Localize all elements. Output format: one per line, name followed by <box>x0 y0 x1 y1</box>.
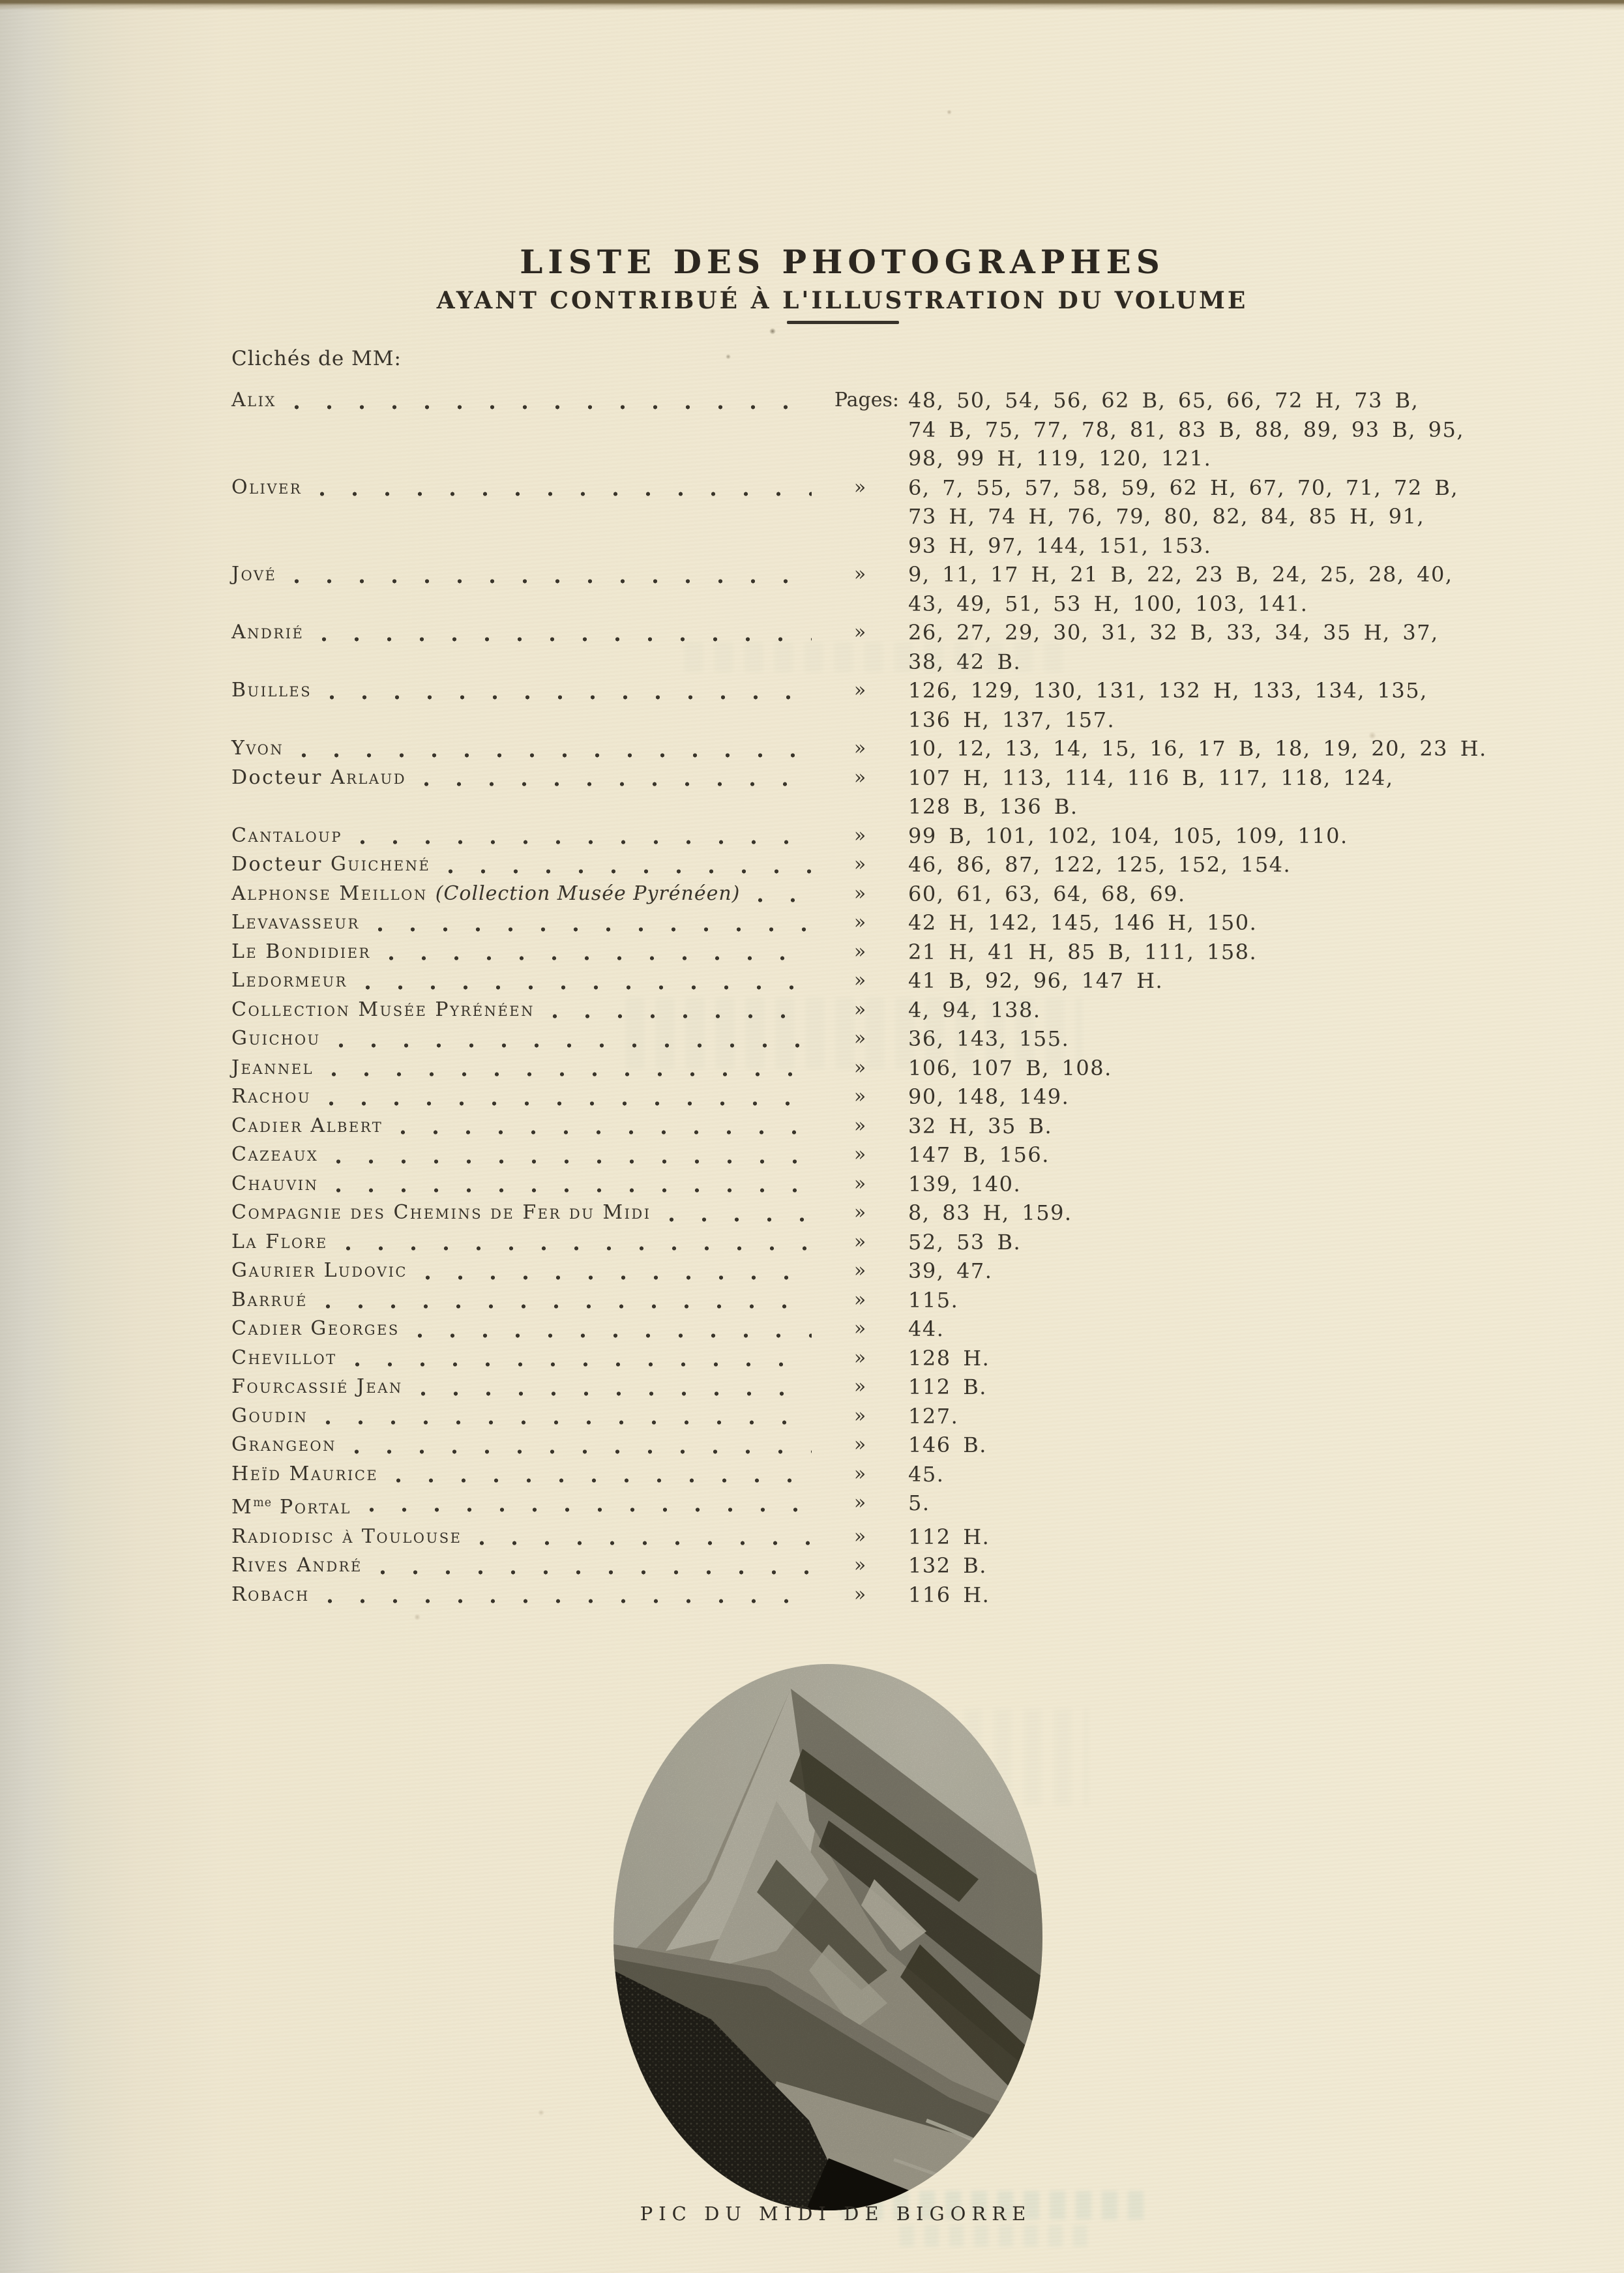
dot-leader <box>317 1054 812 1083</box>
page-numbers-line: 8, 83 H, 159. <box>908 1200 1072 1225</box>
page-numbers <box>908 1054 1532 1083</box>
list-entry <box>231 938 1532 967</box>
photographer-list <box>231 386 1532 1609</box>
page-numbers-line: 52, 53 B. <box>908 1229 1022 1255</box>
entry-name <box>231 1489 812 1523</box>
page-ref-marker: » <box>853 1114 866 1137</box>
entry-name-segment: Compagnie des Chemins de Fer du Midi <box>231 1201 651 1224</box>
page-numbers <box>908 908 1532 938</box>
entry-name <box>231 938 812 967</box>
dot-leader <box>315 1082 812 1112</box>
list-entry <box>231 618 1532 676</box>
page-numbers <box>908 1112 1532 1141</box>
dot-leader <box>351 966 812 996</box>
dot-leader <box>332 1228 812 1257</box>
entry-name-segment: Robach <box>231 1582 310 1606</box>
entry-name-segment: Arlaud <box>330 765 407 789</box>
entry-name-segment: Rachou <box>231 1085 312 1108</box>
dot-leader <box>744 880 812 909</box>
page-numbers <box>908 734 1532 764</box>
list-entry <box>231 473 1532 561</box>
page-ref-marker: » <box>853 737 866 760</box>
dot-leader <box>325 1024 812 1054</box>
list-entry <box>231 1373 1532 1402</box>
page-ref-marker: » <box>853 1317 866 1340</box>
entry-name-segment: Heïd Maurice <box>231 1462 379 1485</box>
page-numbers <box>908 764 1532 822</box>
page-numbers-line: 146 B. <box>908 1433 987 1457</box>
page-numbers <box>908 1286 1532 1315</box>
list-entry <box>231 1315 1532 1344</box>
dot-leader <box>465 1523 812 1552</box>
page-numbers-line: 115. <box>908 1287 959 1313</box>
list-entry <box>231 1581 1532 1610</box>
entry-name-segment: Yvon <box>231 737 284 760</box>
entry-name-segment: Builles <box>231 679 312 702</box>
entry-name <box>231 1024 812 1054</box>
entry-name <box>231 1373 812 1402</box>
entry-name <box>231 1460 812 1489</box>
dot-leader <box>539 996 812 1025</box>
entry-name <box>231 880 812 909</box>
page-ref-marker: » <box>853 1085 866 1108</box>
page-numbers-line: 74 B, 75, 77, 78, 81, 83 B, 88, 89, 93 B, 95, <box>908 417 1465 442</box>
dot-leader <box>314 1581 812 1610</box>
show-through-ghost <box>900 2225 1095 2247</box>
entry-name <box>231 908 812 938</box>
page-numbers <box>908 1140 1532 1170</box>
entry-name <box>231 1286 812 1315</box>
entry-name <box>231 1170 812 1199</box>
list-entry <box>231 1460 1532 1489</box>
page-ref-marker: » <box>853 969 866 992</box>
page-numbers <box>908 1170 1532 1199</box>
page-ref-marker: » <box>853 1346 866 1369</box>
entry-name-segment: Docteur <box>231 853 331 876</box>
page-numbers-line: 147 B, 156. <box>908 1142 1050 1167</box>
list-entry <box>231 1082 1532 1112</box>
page-numbers <box>908 1489 1532 1518</box>
page-numbers <box>908 938 1532 967</box>
page-numbers-line: 5. <box>908 1491 930 1515</box>
page-ref-marker: » <box>853 853 866 876</box>
entry-name-segment: Goudin <box>231 1404 308 1427</box>
page-numbers-line: 41 B, 92, 96, 147 H. <box>908 968 1164 993</box>
dot-leader <box>280 386 812 415</box>
page-numbers-line: 44. <box>908 1316 945 1341</box>
page-numbers <box>908 1256 1532 1286</box>
entry-name-segment: Fourcassié Jean <box>231 1375 403 1398</box>
page-numbers-line: 32 H, 35 B. <box>908 1113 1053 1138</box>
entry-name-segment: Chauvin <box>231 1172 319 1195</box>
entry-name <box>231 1581 812 1610</box>
page-numbers <box>908 1024 1532 1054</box>
page-numbers <box>908 1082 1532 1112</box>
page-numbers-line: 127. <box>908 1403 959 1429</box>
page-numbers <box>908 1373 1532 1402</box>
page-ref-marker: » <box>853 1056 866 1079</box>
entry-name <box>231 1344 812 1373</box>
page-ref-marker: » <box>853 621 866 644</box>
entry-name <box>231 1256 812 1286</box>
list-entry <box>231 734 1532 764</box>
dot-leader <box>411 1256 812 1286</box>
entry-name-segment: Cadier Georges <box>231 1317 400 1340</box>
page-numbers-line: 42 H, 142, 145, 146 H, 150. <box>908 910 1258 935</box>
page-numbers-line: 116 H. <box>908 1582 990 1607</box>
dot-leader <box>322 1170 812 1199</box>
page-numbers-line: 36, 143, 155. <box>908 1026 1070 1051</box>
entry-name-segment: Radiodisc à Toulouse <box>231 1524 462 1548</box>
page-numbers-line: 128 B, 136 B. <box>908 794 1078 819</box>
page-numbers-line: 48, 50, 54, 56, 62 B, 65, 66, 72 H, 73 B, <box>908 388 1419 413</box>
page-ref-marker: » <box>853 1433 866 1456</box>
list-entry <box>231 822 1532 851</box>
page-ref-marker: » <box>853 1143 866 1166</box>
entry-name-segment: Guichené <box>330 853 431 876</box>
entry-name <box>231 1054 812 1083</box>
dot-leader <box>316 676 812 706</box>
list-entry <box>231 1551 1532 1581</box>
list-entry <box>231 1489 1532 1523</box>
dot-leader <box>655 1198 812 1228</box>
page-numbers-line: 4, 94, 138. <box>908 997 1041 1022</box>
page-ref-marker: » <box>853 1259 866 1282</box>
page-ref-marker: » <box>853 765 866 789</box>
dot-leader <box>366 1551 812 1581</box>
page-ref-marker: » <box>853 1375 866 1398</box>
page-ref-marker: » <box>853 1172 866 1195</box>
page-numbers-line: 73 H, 74 H, 76, 79, 80, 82, 84, 85 H, 91, <box>908 504 1425 529</box>
dot-leader <box>355 1489 812 1523</box>
page-numbers-line: 98, 99 H, 119, 120, 121. <box>908 446 1212 471</box>
dot-leader <box>364 908 812 938</box>
entry-name <box>231 1551 812 1581</box>
page-ref-marker: » <box>853 998 866 1021</box>
page-numbers <box>908 880 1532 909</box>
page-numbers <box>908 1198 1532 1228</box>
page-ref-marker: » <box>853 1201 866 1224</box>
list-entry <box>231 1431 1532 1460</box>
dot-leader <box>382 1460 812 1489</box>
page-numbers-line: 43, 49, 51, 53 H, 100, 103, 141. <box>908 591 1308 616</box>
list-entry <box>231 1344 1532 1373</box>
page-numbers <box>908 386 1532 473</box>
list-entry <box>231 1256 1532 1286</box>
list-entry <box>231 908 1532 938</box>
entry-name-segment: Jové <box>231 563 277 586</box>
page-numbers-line: 139, 140. <box>908 1171 1022 1196</box>
entry-name-segment: Barrué <box>231 1288 308 1311</box>
page-title: LISTE DES PHOTOGRAPHES <box>520 243 1165 281</box>
list-entry <box>231 1024 1532 1054</box>
page-numbers <box>908 1581 1532 1610</box>
page-numbers-line: 107 H, 113, 114, 116 B, 117, 118, 124, <box>908 765 1394 790</box>
page-numbers <box>908 618 1532 676</box>
dot-leader <box>308 618 812 647</box>
entry-name <box>231 1082 812 1112</box>
page-numbers <box>908 1228 1532 1257</box>
list-entry <box>231 676 1532 734</box>
page-numbers-line: 136 H, 137, 157. <box>908 707 1115 732</box>
page-numbers-line: 90, 148, 149. <box>908 1084 1070 1109</box>
oval-photo <box>613 1664 1042 2210</box>
list-entry <box>231 1198 1532 1228</box>
page-ref-marker: » <box>853 563 866 586</box>
entry-name <box>231 1140 812 1170</box>
dot-leader <box>312 1286 812 1315</box>
entry-name-segment: Alix <box>231 389 276 411</box>
intro-line: Clichés de MM: <box>231 347 402 370</box>
list-entry <box>231 1523 1532 1552</box>
page-numbers-line: 10, 12, 13, 14, 15, 16, 17 B, 18, 19, 20, 23 H. <box>908 736 1487 761</box>
page-numbers-line: 112 B. <box>908 1374 987 1399</box>
entry-name-segment: Guichou <box>231 1027 321 1050</box>
entry-name-segment: Chevillot <box>231 1346 337 1369</box>
list-entry <box>231 1140 1532 1170</box>
dot-leader <box>434 850 812 880</box>
page-numbers <box>908 1431 1532 1460</box>
dot-leader <box>404 1315 812 1344</box>
entry-name <box>231 996 812 1025</box>
page-ref-marker: » <box>853 1582 866 1606</box>
entry-name-segment: Alphonse Meillon <box>231 882 436 905</box>
page-numbers-line: 126, 129, 130, 131, 132 H, 133, 134, 135, <box>908 678 1428 703</box>
page-numbers <box>908 1315 1532 1344</box>
page-numbers <box>908 676 1532 734</box>
list-entry <box>231 850 1532 880</box>
page-ref-marker: » <box>853 1462 866 1485</box>
dot-leader <box>288 734 812 764</box>
page-numbers-line: 46, 86, 87, 122, 125, 152, 154. <box>908 852 1292 877</box>
photo-caption: PIC DU MIDI DE BIGORRE <box>640 2203 1032 2225</box>
list-entry <box>231 1402 1532 1431</box>
page-ref-marker: » <box>853 911 866 934</box>
entry-name-segment: Oliver <box>231 475 303 499</box>
page-numbers-line: 9, 11, 17 H, 21 B, 22, 23 B, 24, 25, 28, 40, <box>908 562 1453 587</box>
page-ref-marker: » <box>853 1524 866 1548</box>
page-numbers-line: 106, 107 B, 108. <box>908 1055 1112 1080</box>
entry-name <box>231 560 812 589</box>
dot-leader <box>341 1344 812 1373</box>
page-ref-marker: » <box>853 940 866 963</box>
list-entry <box>231 1286 1532 1315</box>
entry-name-segment: Portal <box>272 1496 351 1519</box>
entry-name-segment: Andrié <box>231 621 304 644</box>
page-numbers <box>908 996 1532 1025</box>
page-numbers-line: 112 H. <box>908 1524 990 1549</box>
entry-name-segment: Docteur <box>231 765 331 789</box>
page-ref-marker: » <box>853 1554 866 1577</box>
page-numbers-line: 26, 27, 29, 30, 31, 32 B, 33, 34, 35 H, 37, <box>908 620 1439 645</box>
page-numbers <box>908 822 1532 851</box>
dot-leader <box>346 822 812 851</box>
page-numbers-line: 93 H, 97, 144, 151, 153. <box>908 533 1212 558</box>
list-entry <box>231 1112 1532 1141</box>
entry-name-segment: Rives André <box>231 1554 362 1577</box>
entry-name <box>231 1523 812 1552</box>
page-numbers-line: 6, 7, 55, 57, 58, 59, 62 H, 67, 70, 71, 72 B, <box>908 475 1459 500</box>
entry-name-segment: Gaurier Ludovic <box>231 1259 407 1282</box>
page-numbers <box>908 1402 1532 1431</box>
entry-name <box>231 1112 812 1141</box>
entry-name-segment: Cadier Albert <box>231 1114 383 1137</box>
page-ref-marker: » <box>853 475 866 499</box>
entry-name-segment: La Flore <box>231 1230 328 1253</box>
entry-name-segment: me <box>253 1496 273 1509</box>
dot-leader <box>306 473 812 503</box>
page-numbers-line: 132 B. <box>908 1553 987 1578</box>
list-entry <box>231 764 1532 822</box>
entry-name <box>231 850 812 880</box>
dot-leader <box>322 1140 812 1170</box>
page-numbers <box>908 966 1532 996</box>
list-entry <box>231 560 1532 618</box>
dot-leader <box>407 1373 812 1402</box>
page-numbers <box>908 560 1532 618</box>
page-numbers-line: 60, 61, 63, 64, 68, 69. <box>908 881 1186 906</box>
page-numbers <box>908 850 1532 880</box>
dot-leader <box>312 1402 812 1431</box>
entry-name <box>231 1198 812 1228</box>
page-ref-marker: » <box>853 824 866 847</box>
entry-name <box>231 676 812 706</box>
entry-name <box>231 1228 812 1257</box>
entry-name <box>231 1431 812 1460</box>
list-entry <box>231 996 1532 1025</box>
entry-name <box>231 966 812 996</box>
list-entry <box>231 880 1532 909</box>
entry-name <box>231 386 812 415</box>
entry-name-segment: M <box>231 1496 254 1519</box>
page-numbers-line: 39, 47. <box>908 1258 993 1283</box>
page-ref-marker: » <box>853 882 866 905</box>
dot-leader <box>280 560 812 589</box>
entry-name-segment: Le Bondidier <box>231 940 371 963</box>
list-entry <box>231 1228 1532 1257</box>
page-ref-marker: » <box>853 679 866 702</box>
entry-name <box>231 734 812 764</box>
entry-name-segment: Ledormeur <box>231 969 347 992</box>
entry-name-segment: Cazeaux <box>231 1143 319 1166</box>
page-ref-marker: » <box>853 1491 866 1514</box>
entry-name-segment: Levavasseur <box>231 911 360 934</box>
mountain-photo-illustration <box>613 1664 1042 2210</box>
page-numbers-line: 128 H. <box>908 1345 990 1371</box>
page-ref-marker: » <box>853 1404 866 1427</box>
page-ref-marker: » <box>853 1230 866 1253</box>
page-numbers <box>908 1344 1532 1373</box>
page-ref-marker: Pages: <box>834 389 899 411</box>
dot-leader <box>410 764 812 793</box>
list-entry <box>231 386 1532 473</box>
page-numbers <box>908 1460 1532 1489</box>
entry-name-segment: Cantaloup <box>231 824 343 847</box>
entry-name <box>231 822 812 851</box>
entry-name <box>231 1402 812 1431</box>
entry-name-segment: Collection Musée Pyrénéen <box>231 998 535 1021</box>
entry-name-segment: Grangeon <box>231 1433 337 1456</box>
dot-leader <box>375 938 812 967</box>
entry-name-segment: Jeannel <box>231 1056 314 1079</box>
dot-leader <box>340 1431 812 1460</box>
page-ref-marker: » <box>853 1288 866 1311</box>
page-numbers <box>908 1551 1532 1581</box>
entry-name <box>231 618 812 647</box>
entry-name <box>231 473 812 503</box>
page-numbers-line: 38, 42 B. <box>908 649 1022 674</box>
list-entry <box>231 1054 1532 1083</box>
page-numbers-line: 21 H, 41 H, 85 B, 111, 158. <box>908 939 1258 964</box>
page-numbers <box>908 1523 1532 1552</box>
page-ref-marker: » <box>853 1027 866 1050</box>
entry-name <box>231 764 812 793</box>
page-numbers <box>908 473 1532 561</box>
dot-leader <box>387 1112 812 1141</box>
title-rule <box>787 321 899 324</box>
list-entry <box>231 1170 1532 1199</box>
entry-name <box>231 1315 812 1344</box>
page-numbers-line: 45. <box>908 1461 945 1487</box>
page-subtitle: AYANT CONTRIBUÉ À L'ILLUSTRATION DU VOLUME <box>436 287 1248 314</box>
entry-name-segment: (Collection Musée Pyrénéen) <box>435 882 741 905</box>
list-entry <box>231 966 1532 996</box>
page-numbers-line: 99 B, 101, 102, 104, 105, 109, 110. <box>908 823 1348 848</box>
